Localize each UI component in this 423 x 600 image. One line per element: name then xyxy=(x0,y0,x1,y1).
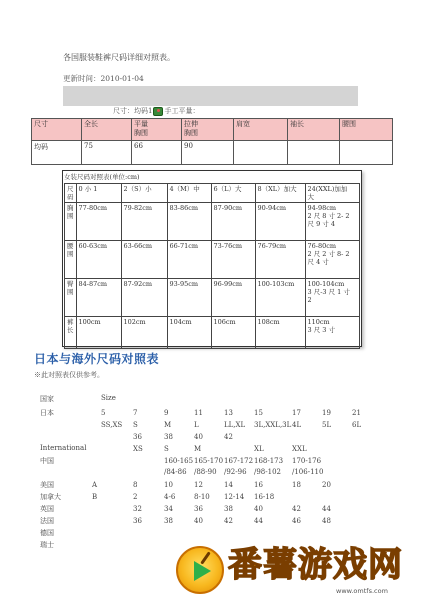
size-value: 40 xyxy=(194,433,203,441)
size-value: 21 xyxy=(352,409,361,417)
chart-cell: 2（S）小 xyxy=(121,184,167,203)
chart-cell: 60-63cm xyxy=(76,241,121,279)
size-value: 19 xyxy=(322,409,331,417)
size-value: 42 xyxy=(292,505,301,513)
country-row-label: International xyxy=(40,444,87,452)
chart-cell: 0 小 1 xyxy=(76,184,121,203)
size-value: SS,XS xyxy=(101,421,123,429)
size-value: M xyxy=(194,445,202,453)
chart-cell: 100-104cm 3 尺-3 尺 1 寸 2 xyxy=(305,279,360,317)
size-value: 167-172 /92-96 xyxy=(224,457,254,476)
size-label: Size xyxy=(101,394,116,402)
size-value: 10 xyxy=(164,481,173,489)
size-value: S xyxy=(133,421,138,429)
size-value: 16 xyxy=(254,481,263,489)
size-value: 40 xyxy=(254,505,263,513)
country-row-label: 美国 xyxy=(40,481,54,489)
size-value: S xyxy=(164,445,169,453)
chart-cell: 104cm xyxy=(167,317,211,349)
table-cell: 90 xyxy=(182,141,234,165)
size-note-suffix: 手工平量： xyxy=(164,107,200,115)
header-cell: 肩宽 xyxy=(234,119,288,141)
table-cell: 均码 xyxy=(32,141,82,165)
table-cell xyxy=(288,141,340,165)
size-value: 12 xyxy=(194,481,203,489)
table-row xyxy=(65,241,360,279)
size-value: A xyxy=(92,481,98,489)
size-value: 44 xyxy=(254,517,263,525)
size-note-text: 尺寸：均码1 xyxy=(113,107,153,115)
size-value: 38 xyxy=(164,433,173,441)
watermark-logo xyxy=(176,546,224,594)
size-value: XS xyxy=(133,445,143,453)
header-cell: 全长 xyxy=(82,119,132,141)
size-value: 20 xyxy=(322,481,331,489)
chart-cell: 腰 围 xyxy=(65,241,77,279)
chart-cell: 66-71cm xyxy=(167,241,211,279)
chart-cell: 102cm xyxy=(121,317,167,349)
chart-cell: 4（M）中 xyxy=(167,184,211,203)
size-value: 4L xyxy=(292,421,302,429)
country-row-label: 瑞士 xyxy=(40,541,54,549)
size-value: 170-176 /106-110 xyxy=(292,457,324,476)
size-value: 11 xyxy=(194,409,203,417)
chart-cell: 裤 长 xyxy=(65,317,77,349)
chart-cell: 94-98cm 2 尺 8 寸 2- 2 尺 9 寸 4 xyxy=(305,203,360,241)
size-value: 168-173 /98-102 xyxy=(254,457,284,476)
size-value: 18 xyxy=(292,481,301,489)
chart-cell: 90-94cm xyxy=(255,203,305,241)
size-value: 3L,XXL,3L xyxy=(254,421,292,429)
size-value: 17 xyxy=(292,409,301,417)
womens-size-chart xyxy=(64,183,360,349)
chart-cell: 96-99cm xyxy=(211,279,255,317)
table-row xyxy=(65,279,360,317)
chart-cell: 24(XXL)加加 大 xyxy=(305,184,360,203)
size-value: 15 xyxy=(254,409,263,417)
size-value: 40 xyxy=(194,517,203,525)
country-label: 国家 xyxy=(40,395,54,403)
table-row xyxy=(65,317,360,349)
chart-cell: 108cm xyxy=(255,317,305,349)
size-value: 42 xyxy=(224,517,233,525)
header-cell: 袖长 xyxy=(288,119,340,141)
size-value: B xyxy=(92,493,98,501)
size-value: 5 xyxy=(101,409,106,417)
size-value: XL xyxy=(254,445,264,453)
shirt-icon xyxy=(153,107,163,116)
size-value: 42 xyxy=(224,433,233,441)
header-cell: 腰围 xyxy=(340,119,393,141)
grey-banner xyxy=(63,86,358,106)
size-value: 36 xyxy=(133,433,142,441)
size-value: 7 xyxy=(133,409,138,417)
size-value: 160-165 /84-86 xyxy=(164,457,194,476)
size-value: 6L xyxy=(352,421,362,429)
country-row-label: 法国 xyxy=(40,517,54,525)
chart-cell: 110cm 3 尺 3 寸 xyxy=(305,317,360,349)
chart-cell: 76-79cm xyxy=(255,241,305,279)
japan-size-title: 日本与海外尺码对照表 xyxy=(34,352,160,366)
chart-cell: 84-87cm xyxy=(76,279,121,317)
size-value: 36 xyxy=(133,517,142,525)
size-value: L xyxy=(194,421,199,429)
table-row xyxy=(32,141,393,165)
size-value: 165-170 /88-90 xyxy=(194,457,224,476)
chart-cell: 8（XL）加大 xyxy=(255,184,305,203)
chart-cell: 100-103cm xyxy=(255,279,305,317)
womens-size-chart-caption: 女装尺码对照表(单位:cm) xyxy=(64,173,140,181)
size-value: 32 xyxy=(133,505,142,513)
size-value: 9 xyxy=(164,409,169,417)
country-row-label: 加拿大 xyxy=(40,493,61,501)
size-value: 46 xyxy=(292,517,301,525)
size-value: LL,XL xyxy=(224,421,246,429)
size-value: M xyxy=(164,421,172,429)
chart-cell: 胸 围 xyxy=(65,203,77,241)
size-value: 8-10 xyxy=(194,493,210,501)
chart-cell: 76-80cm 2 尺 2 寸 8- 2 尺 4 寸 xyxy=(305,241,360,279)
chart-cell: 87-92cm xyxy=(121,279,167,317)
header-cell: 尺寸 xyxy=(32,119,82,141)
size-value: 14 xyxy=(224,481,233,489)
size-value: 8 xyxy=(133,481,138,489)
size-value: 34 xyxy=(164,505,173,513)
country-row-label: 英国 xyxy=(40,505,54,513)
table-row xyxy=(65,203,360,241)
chart-cell: 87-90cm xyxy=(211,203,255,241)
size-value: 16-18 xyxy=(254,493,275,501)
chart-cell: 93-95cm xyxy=(167,279,211,317)
chart-cell: 63-66cm xyxy=(121,241,167,279)
size-value: 5L xyxy=(322,421,332,429)
size-table-header xyxy=(32,119,393,141)
country-row-label: 日本 xyxy=(40,409,54,417)
update-time: 更新时间：2010-01-04 xyxy=(63,74,144,83)
size-value: 12-14 xyxy=(224,493,245,501)
country-row-label: 德国 xyxy=(40,529,54,537)
size-value: 4-6 xyxy=(164,493,176,501)
chart-cell: 100cm xyxy=(76,317,121,349)
size-value: XXL xyxy=(292,445,307,453)
chart-cell: 106cm xyxy=(211,317,255,349)
size-value: 44 xyxy=(322,505,331,513)
size-note xyxy=(113,106,199,116)
table-cell: 66 xyxy=(132,141,182,165)
size-value: 38 xyxy=(224,505,233,513)
country-row-label: 中国 xyxy=(40,457,54,465)
chart-cell: 6（L）大 xyxy=(211,184,255,203)
chart-cell: 尺 码 xyxy=(65,184,77,203)
watermark-text: 番薯游戏网 xyxy=(228,545,403,585)
chart-cell: 83-86cm xyxy=(167,203,211,241)
size-value: 13 xyxy=(224,409,233,417)
japan-size-note: ※此对照表仅供参考。 xyxy=(34,371,104,379)
table-cell xyxy=(234,141,288,165)
watermark-url: www.omtfs.com xyxy=(336,587,388,595)
chart-cell: 77-80cm xyxy=(76,203,121,241)
size-value: 2 xyxy=(133,493,138,501)
header-cell: 平量 胸围 xyxy=(132,119,182,141)
table-cell: 75 xyxy=(82,141,132,165)
size-value: 38 xyxy=(164,517,173,525)
chart-cell: 臀 围 xyxy=(65,279,77,317)
size-value: 36 xyxy=(194,505,203,513)
chart-cell: 79-82cm xyxy=(121,203,167,241)
size-value: 48 xyxy=(322,517,331,525)
document-heading: 各国服装鞋裤尺码详细对照表。 xyxy=(63,53,175,62)
header-cell: 拉伸 胸围 xyxy=(182,119,234,141)
table-cell xyxy=(340,141,393,165)
chart-header-row xyxy=(65,184,360,203)
chart-cell: 73-76cm xyxy=(211,241,255,279)
size-table xyxy=(31,118,393,165)
